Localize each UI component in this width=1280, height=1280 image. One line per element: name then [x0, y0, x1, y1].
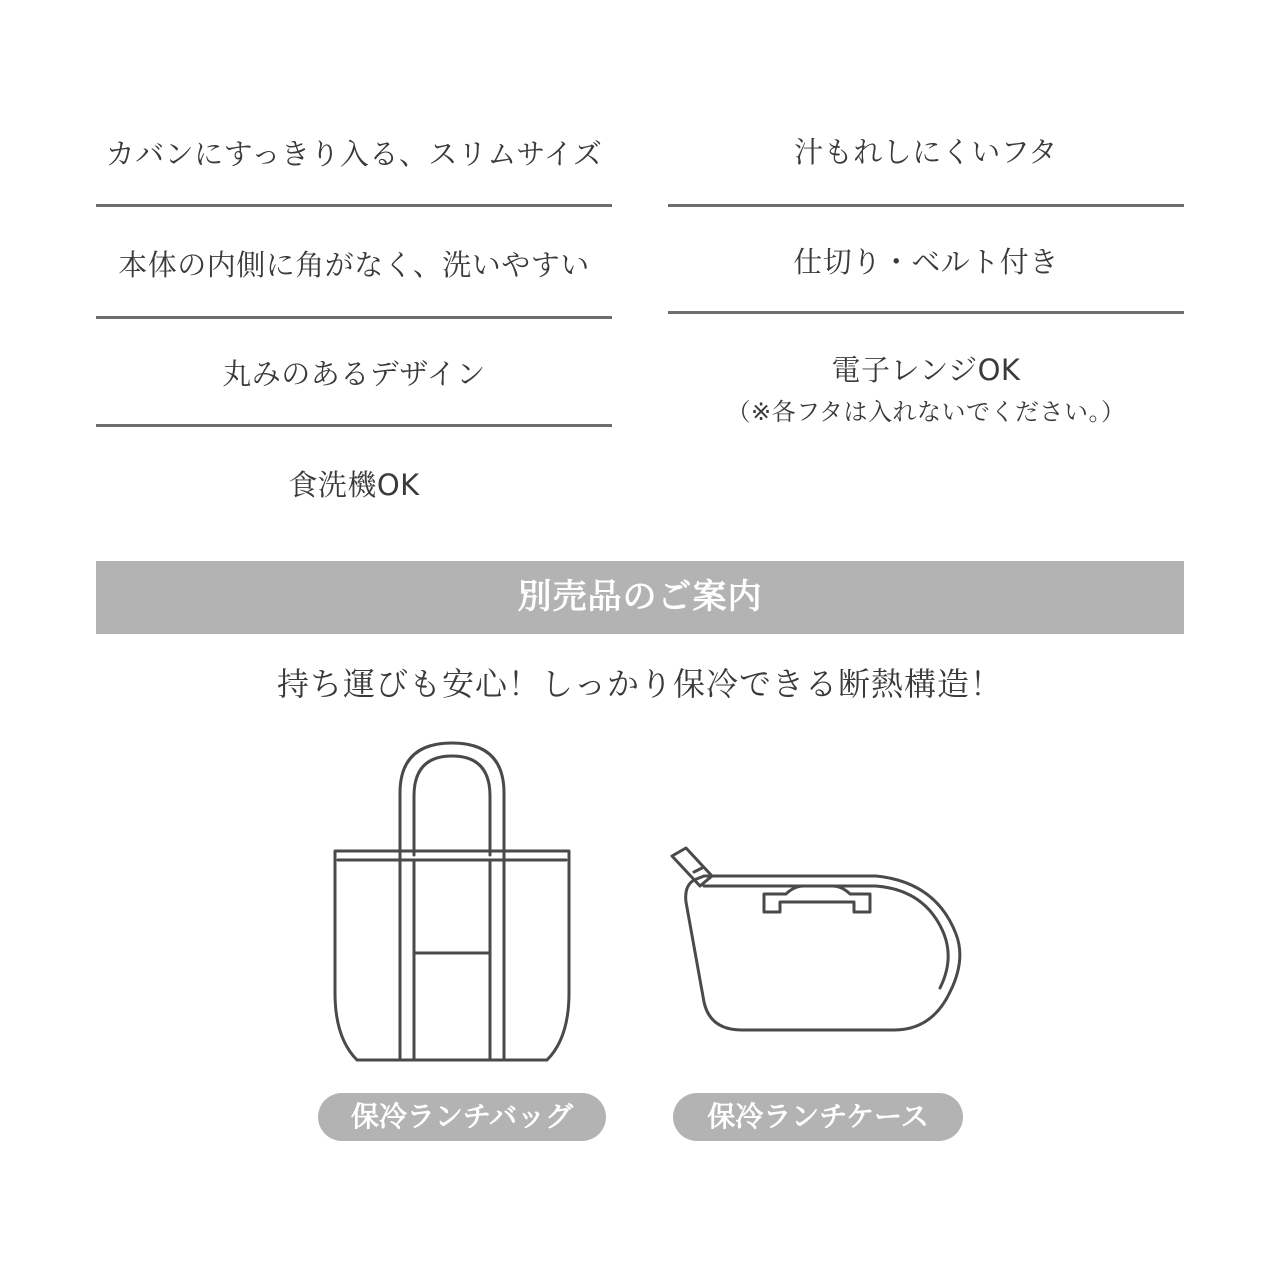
zip-pouch-icon [664, 842, 974, 1042]
feature-easy-wash: 本体の内側に角がなく、洗いやすい [118, 248, 590, 282]
feature-divider-belt: 仕切り・ベルト付き [793, 245, 1059, 279]
feature-microwave [668, 350, 1184, 430]
divider [668, 204, 1184, 207]
feature-microwave-note: （※各フタは入れないでください。） [726, 398, 1126, 426]
divider [96, 316, 612, 319]
product-label-lunch-bag: 保冷ランチバッグ [318, 1093, 606, 1141]
feature-leakproof-lid: 汁もれしにくいフタ [794, 135, 1058, 169]
feature-microwave-text: 電子レンジOK [831, 353, 1021, 387]
feature-round-design: 丸みのあるデザイン [222, 357, 486, 391]
feature-dishwasher: 食洗機OK [288, 468, 420, 502]
divider [668, 311, 1184, 314]
divider [96, 204, 612, 207]
feature-slim-size: カバンにすっきり入る、スリムサイズ [105, 137, 603, 171]
product-label-lunch-case: 保冷ランチケース [673, 1093, 963, 1141]
tote-bag-icon [332, 738, 572, 1078]
divider [96, 424, 612, 427]
tagline: 持ち運びも安心！しっかり保冷できる断熱構造！ [276, 665, 1003, 703]
section-banner: 別売品のご案内 [96, 561, 1184, 634]
